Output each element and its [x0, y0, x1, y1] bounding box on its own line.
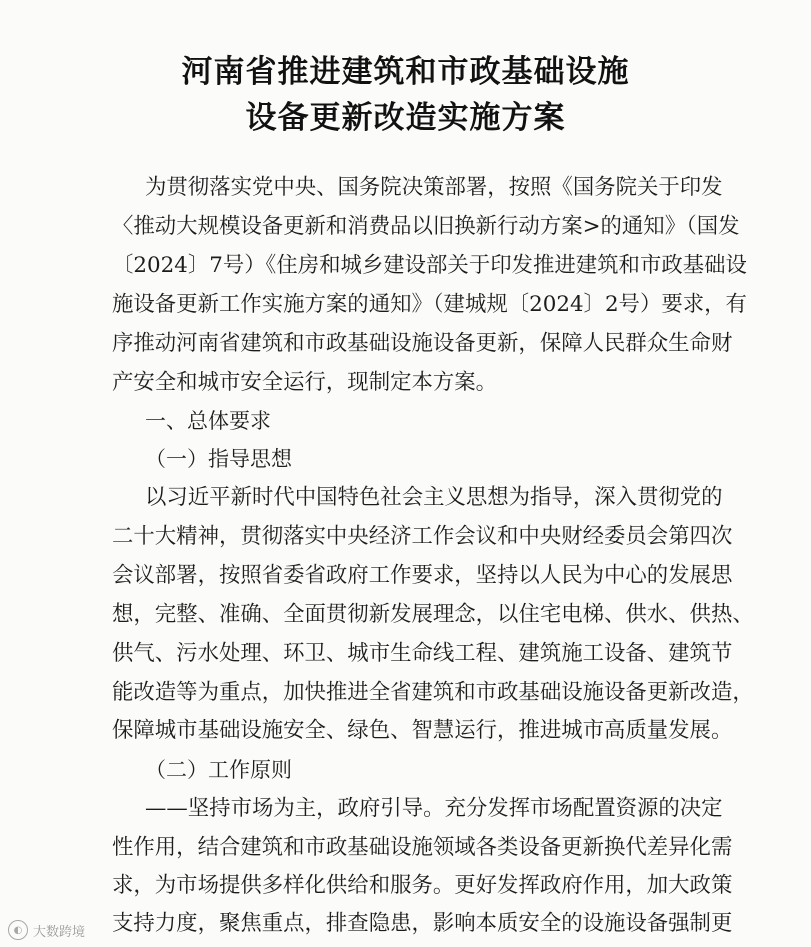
watermark — [8, 917, 85, 943]
circle-logo-icon: ◐ — [8, 920, 28, 940]
paragraph-line: 求，为市场提供多样化供给和服务。更好发挥政府作用，加大政策 — [112, 873, 733, 898]
paragraph-line: 〔2024〕7号）《住房和城乡建设部关于印发推进建筑和市政基础设 — [112, 253, 747, 278]
paragraph-line: 性作用，结合建筑和市政基础设施领域各类设备更新换代差异化需 — [112, 835, 733, 860]
paragraph-line: 二十大精神，贯彻落实中央经济工作会议和中央财经委员会第四次 — [112, 524, 733, 549]
paragraph-line: 想，完整、准确、全面贯彻新发展理念，以住宅电梯、供水、供热、 — [112, 602, 754, 627]
paragraph-line: 保障城市基础设施安全、绿色、智慧运行，推进城市高质量发展。 — [112, 718, 733, 743]
paragraph-line: 序推动河南省建筑和市政基础设施设备更新，保障人民群众生命财 — [112, 331, 733, 356]
paragraph-line: 为贯彻落实党中央、国务院决策部署，按照《国务院关于印发 — [145, 175, 723, 200]
paragraph-line: 〈推动大规模设备更新和消费品以旧换新行动方案>的通知》（国发 — [112, 214, 740, 239]
paragraph-line: 供气、污水处理、环卫、城市生命线工程、建筑施工设备、建筑节 — [112, 641, 733, 666]
subsection-heading: （一）指导思想 — [145, 447, 292, 471]
document-title-line-1: 河南省推进建筑和市政基础设施 — [181, 54, 630, 90]
paragraph-line: 施设备更新工作实施方案的通知》（建城规〔2024〕2号）要求，有 — [112, 292, 747, 317]
document-title-line-2: 设备更新改造实施方案 — [245, 100, 566, 136]
section-heading: 一、总体要求 — [145, 409, 271, 433]
subsection-heading: （二）工作原则 — [145, 758, 292, 782]
paragraph-line: ——坚持市场为主，政府引导。充分发挥市场配置资源的决定 — [145, 796, 723, 821]
paragraph-line: 会议部署，按照省委省政府工作要求，坚持以人民为中心的发展思 — [112, 563, 733, 588]
paragraph-line: 产安全和城市安全运行，现制定本方案。 — [112, 370, 498, 395]
watermark-text: 大数跨境 — [33, 924, 86, 940]
paragraph-line: 以习近平新时代中国特色社会主义思想为指导，深入贯彻党的 — [145, 485, 723, 510]
paragraph-line: 支持力度，聚焦重点，排查隐患，影响本质安全的设施设备强制更 — [112, 911, 733, 936]
paragraph-line: 能改造等为重点，加快推进全省建筑和市政基础设施设备更新改造， — [112, 680, 754, 705]
